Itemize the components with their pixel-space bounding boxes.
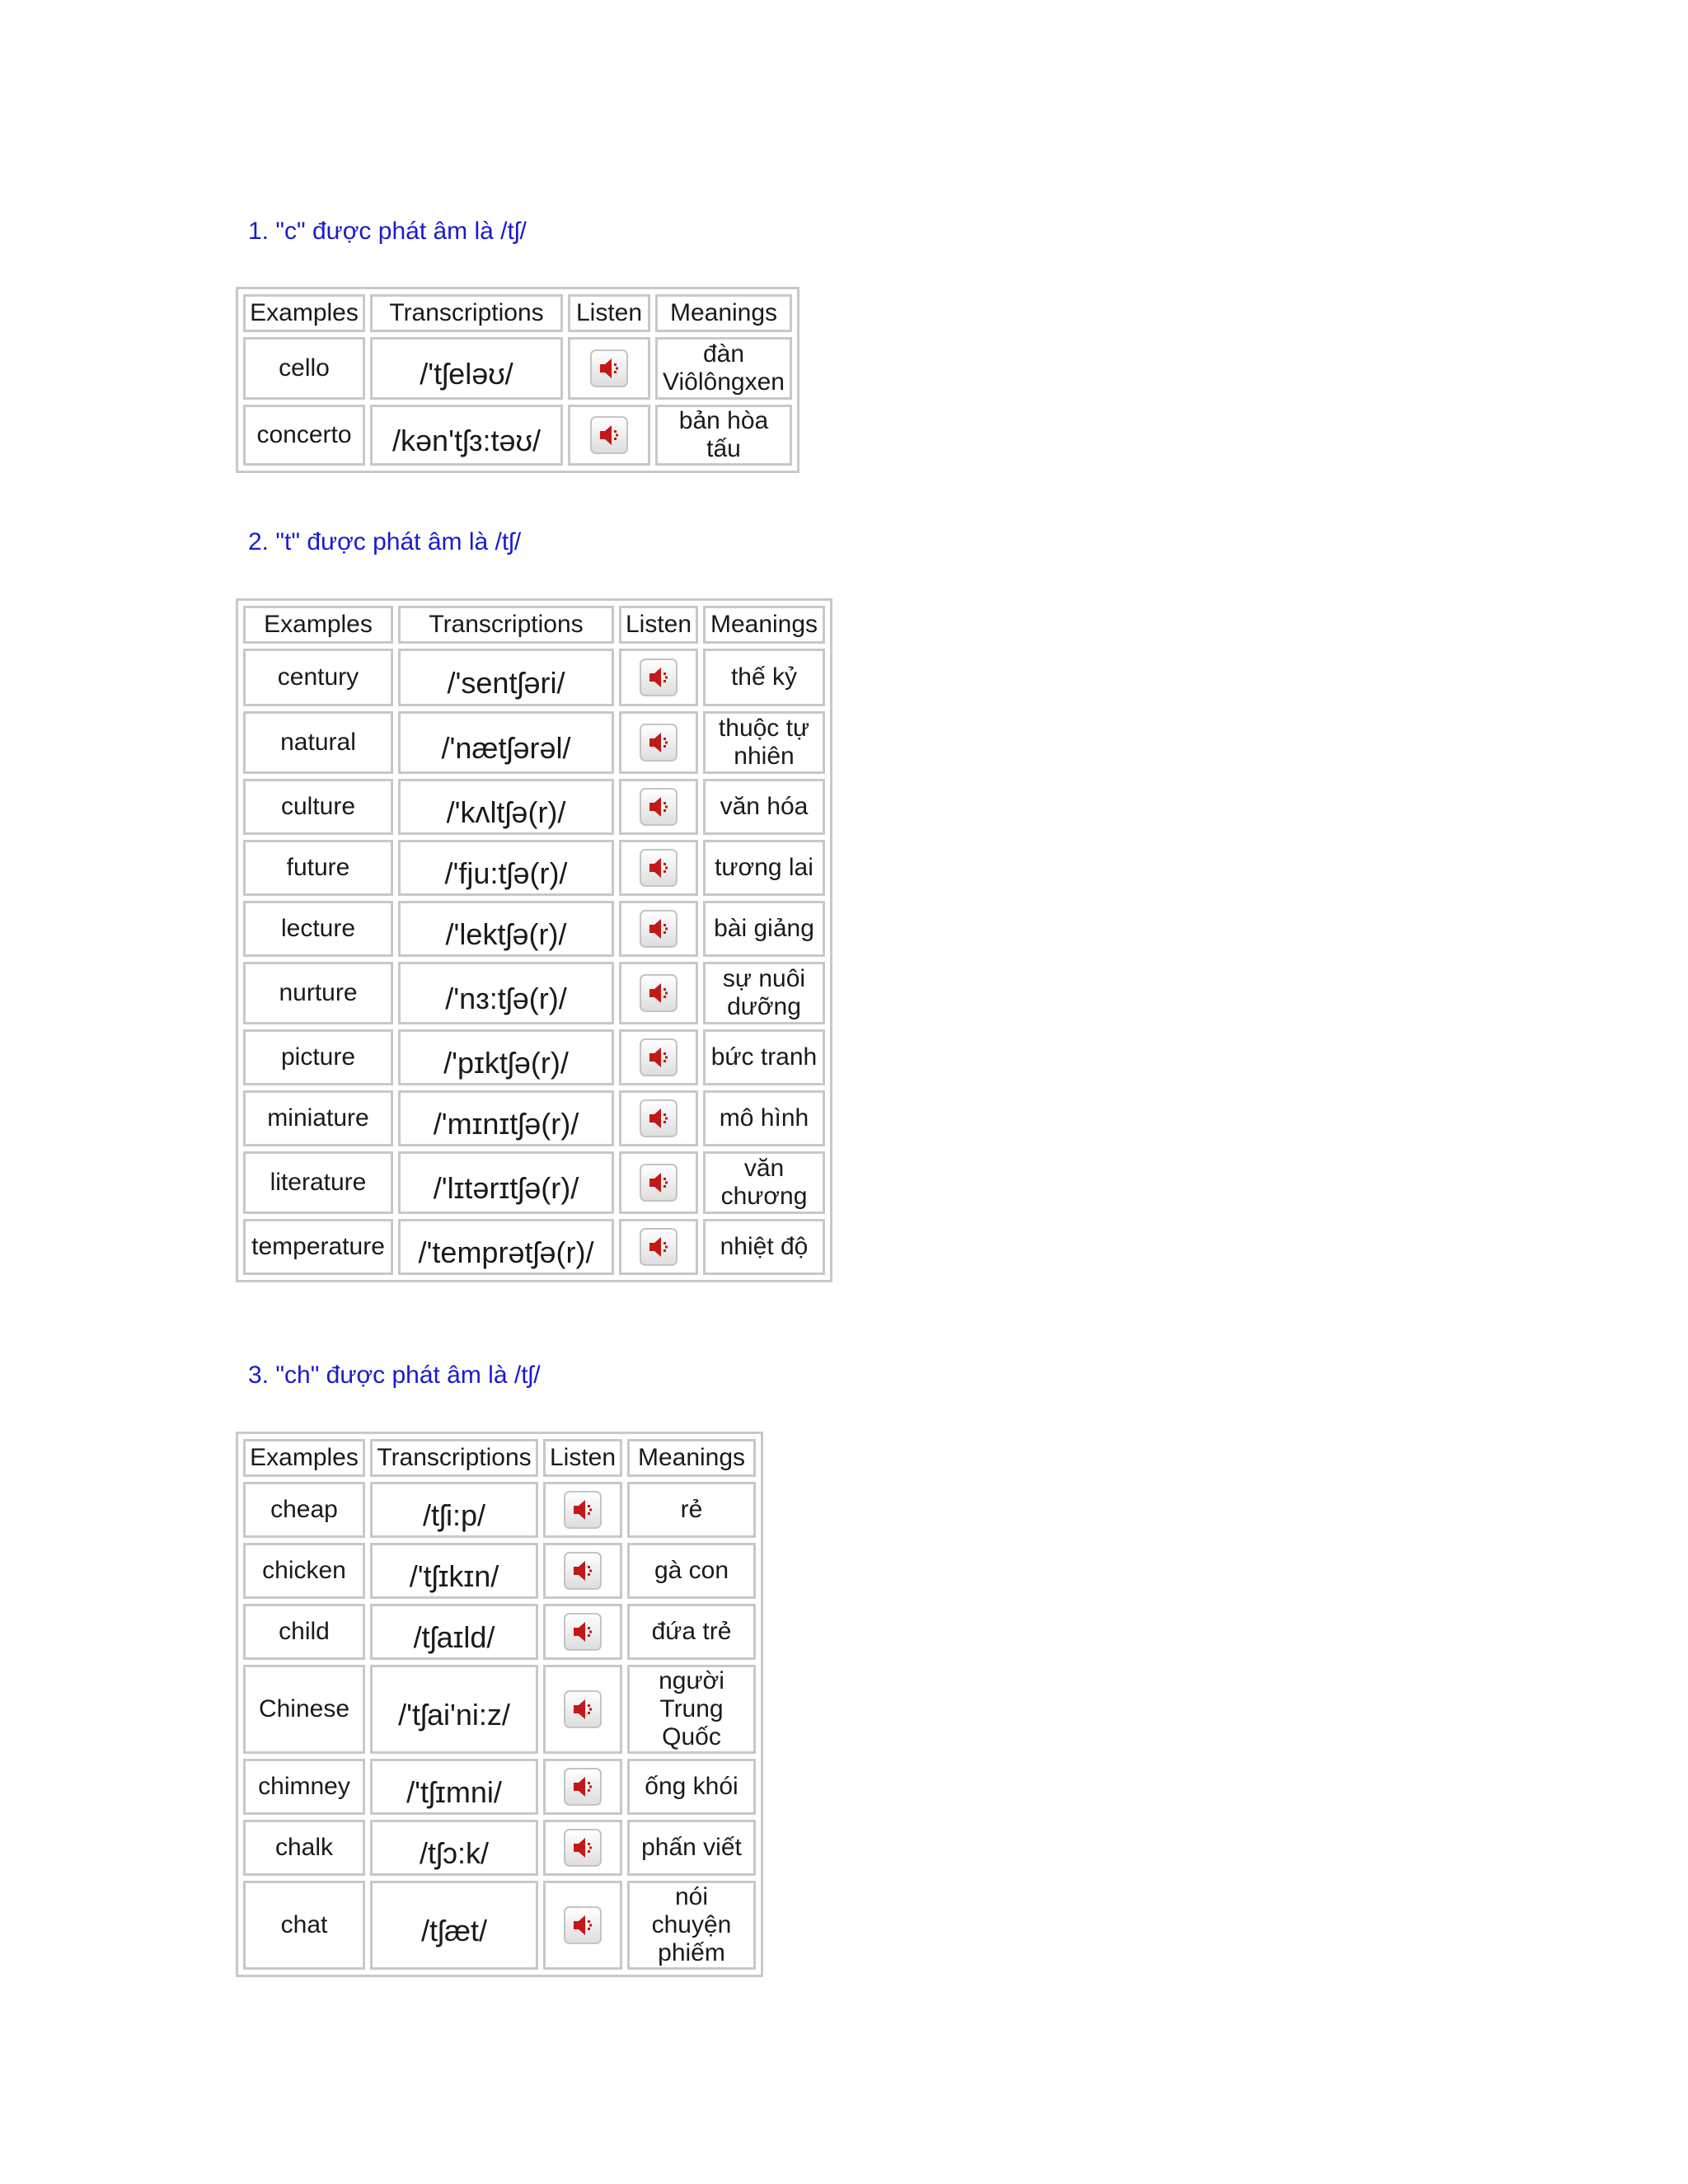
table-row [243, 1151, 825, 1214]
header-listen: Listen [543, 1439, 622, 1477]
listen-cell [619, 1151, 698, 1214]
transcription: /'tʃai'ni:z/ [370, 1665, 538, 1754]
table-row [243, 1482, 756, 1538]
speaker-icon[interactable] [640, 1099, 678, 1137]
table-row [243, 962, 825, 1024]
transcription: /tʃɔ:k/ [370, 1820, 538, 1876]
table-row [243, 337, 792, 400]
speaker-icon[interactable] [640, 1228, 678, 1266]
example-word: concerto [243, 405, 365, 466]
meaning: mô hình [703, 1090, 825, 1146]
table-row [243, 711, 825, 774]
meaning: bài giảng [703, 901, 825, 957]
meaning: nhiệt độ [703, 1219, 825, 1275]
listen-cell [543, 1759, 622, 1815]
meaning: rẻ [627, 1482, 756, 1538]
listen-cell [568, 337, 650, 400]
example-word: Chinese [243, 1665, 365, 1754]
table-header-row [243, 1439, 756, 1477]
listen-cell [543, 1820, 622, 1876]
transcription: /'tʃɪmni/ [370, 1759, 538, 1815]
example-word: culture [243, 779, 393, 835]
meaning: thế kỷ [703, 649, 825, 706]
table-row [243, 1665, 756, 1754]
listen-cell [619, 840, 698, 896]
header-examples: Examples [243, 294, 365, 332]
transcription: /'nɜ:tʃə(r)/ [398, 962, 614, 1024]
example-word: future [243, 840, 393, 896]
listen-cell [543, 1543, 622, 1599]
listen-cell [619, 962, 698, 1024]
meaning: sự nuôi dưỡng [703, 962, 825, 1024]
listen-cell [619, 779, 698, 835]
speaker-icon[interactable] [590, 349, 628, 387]
speaker-icon[interactable] [640, 658, 678, 696]
example-word: cello [243, 337, 365, 400]
table-row [243, 1820, 756, 1876]
section-heading: 3. "ch" được phát âm là /tʃ/ [248, 1361, 541, 1389]
meaning: bản hòa tấu [655, 405, 792, 466]
meaning: bức tranh [703, 1029, 825, 1085]
listen-cell [543, 1665, 622, 1754]
header-examples: Examples [243, 1439, 365, 1477]
speaker-icon[interactable] [640, 849, 678, 887]
table-row [243, 405, 792, 466]
transcription: /'sentʃəri/ [398, 649, 614, 706]
meaning: tương lai [703, 840, 825, 896]
section-heading: 2. "t" được phát âm là /tʃ/ [248, 528, 522, 555]
example-word: picture [243, 1029, 393, 1085]
table-row [243, 1090, 825, 1146]
table-row [243, 1604, 756, 1660]
speaker-icon[interactable] [640, 1164, 678, 1202]
transcription: /tʃaɪld/ [370, 1604, 538, 1660]
table-row [243, 1219, 825, 1275]
example-word: century [243, 649, 393, 706]
listen-cell [619, 1090, 698, 1146]
example-word: literature [243, 1151, 393, 1214]
table-header-row [243, 606, 825, 644]
meaning: đàn Viôlôngxen [655, 337, 792, 400]
table-row [243, 901, 825, 957]
header-listen: Listen [619, 606, 698, 644]
header-transcriptions: Transcriptions [370, 294, 563, 332]
table-row [243, 649, 825, 706]
meaning: phấn viết [627, 1820, 756, 1876]
example-word: natural [243, 711, 393, 774]
meaning: thuộc tự nhiên [703, 711, 825, 774]
speaker-icon[interactable] [564, 1552, 602, 1590]
transcription: /'pɪktʃə(r)/ [398, 1029, 614, 1085]
header-transcriptions: Transcriptions [398, 606, 614, 644]
example-word: miniature [243, 1090, 393, 1146]
pronunciation-table [236, 598, 832, 1282]
meaning: gà con [627, 1543, 756, 1599]
table-row [243, 1759, 756, 1815]
table-row [243, 1543, 756, 1599]
transcription: /'tʃɪkɪn/ [370, 1543, 538, 1599]
speaker-icon[interactable] [640, 724, 678, 762]
listen-cell [543, 1482, 622, 1538]
table-row [243, 1029, 825, 1085]
listen-cell [619, 711, 698, 774]
listen-cell [619, 901, 698, 957]
example-word: lecture [243, 901, 393, 957]
transcription: /'nætʃərəl/ [398, 711, 614, 774]
header-meanings: Meanings [655, 294, 792, 332]
header-transcriptions: Transcriptions [370, 1439, 538, 1477]
example-word: chimney [243, 1759, 365, 1815]
speaker-icon[interactable] [564, 1906, 602, 1944]
speaker-icon[interactable] [564, 1613, 602, 1651]
section-heading: 1. "c" được phát âm là /tʃ/ [248, 218, 527, 245]
meaning: người Trung Quốc [627, 1665, 756, 1754]
meaning: nói chuyện phiếm [627, 1881, 756, 1970]
example-word: child [243, 1604, 365, 1660]
listen-cell [619, 1029, 698, 1085]
speaker-icon[interactable] [564, 1768, 602, 1806]
transcription: /'temprətʃə(r)/ [398, 1219, 614, 1275]
transcription: /'tʃeləʊ/ [370, 337, 563, 400]
example-word: nurture [243, 962, 393, 1024]
speaker-icon[interactable] [564, 1491, 602, 1529]
header-examples: Examples [243, 606, 393, 644]
transcription: /'kʌltʃə(r)/ [398, 779, 614, 835]
transcription: /'lektʃə(r)/ [398, 901, 614, 957]
transcription: /tʃi:p/ [370, 1482, 538, 1538]
header-listen: Listen [568, 294, 650, 332]
pronunciation-table [236, 287, 799, 473]
header-meanings: Meanings [627, 1439, 756, 1477]
transcription: /'fju:tʃə(r)/ [398, 840, 614, 896]
transcription: /'mɪnɪtʃə(r)/ [398, 1090, 614, 1146]
speaker-icon[interactable] [564, 1829, 602, 1867]
listen-cell [543, 1881, 622, 1970]
transcription: /tʃæt/ [370, 1881, 538, 1970]
speaker-icon[interactable] [590, 416, 628, 454]
header-meanings: Meanings [703, 606, 825, 644]
speaker-icon[interactable] [640, 974, 678, 1012]
table-header-row [243, 294, 792, 332]
example-word: chicken [243, 1543, 365, 1599]
example-word: chat [243, 1881, 365, 1970]
listen-cell [619, 649, 698, 706]
speaker-icon[interactable] [564, 1690, 602, 1728]
speaker-icon[interactable] [640, 788, 678, 826]
meaning: đứa trẻ [627, 1604, 756, 1660]
speaker-icon[interactable] [640, 1038, 678, 1076]
meaning: văn chương [703, 1151, 825, 1214]
table-row [243, 1881, 756, 1970]
pronunciation-table [236, 1432, 763, 1977]
example-word: cheap [243, 1482, 365, 1538]
example-word: temperature [243, 1219, 393, 1275]
example-word: chalk [243, 1820, 365, 1876]
table-row [243, 840, 825, 896]
listen-cell [568, 405, 650, 466]
speaker-icon[interactable] [640, 910, 678, 948]
transcription: /kən'tʃɜ:təʊ/ [370, 405, 563, 466]
table-row [243, 779, 825, 835]
meaning: ống khói [627, 1759, 756, 1815]
transcription: /'lɪtərɪtʃə(r)/ [398, 1151, 614, 1214]
meaning: văn hóa [703, 779, 825, 835]
listen-cell [543, 1604, 622, 1660]
listen-cell [619, 1219, 698, 1275]
